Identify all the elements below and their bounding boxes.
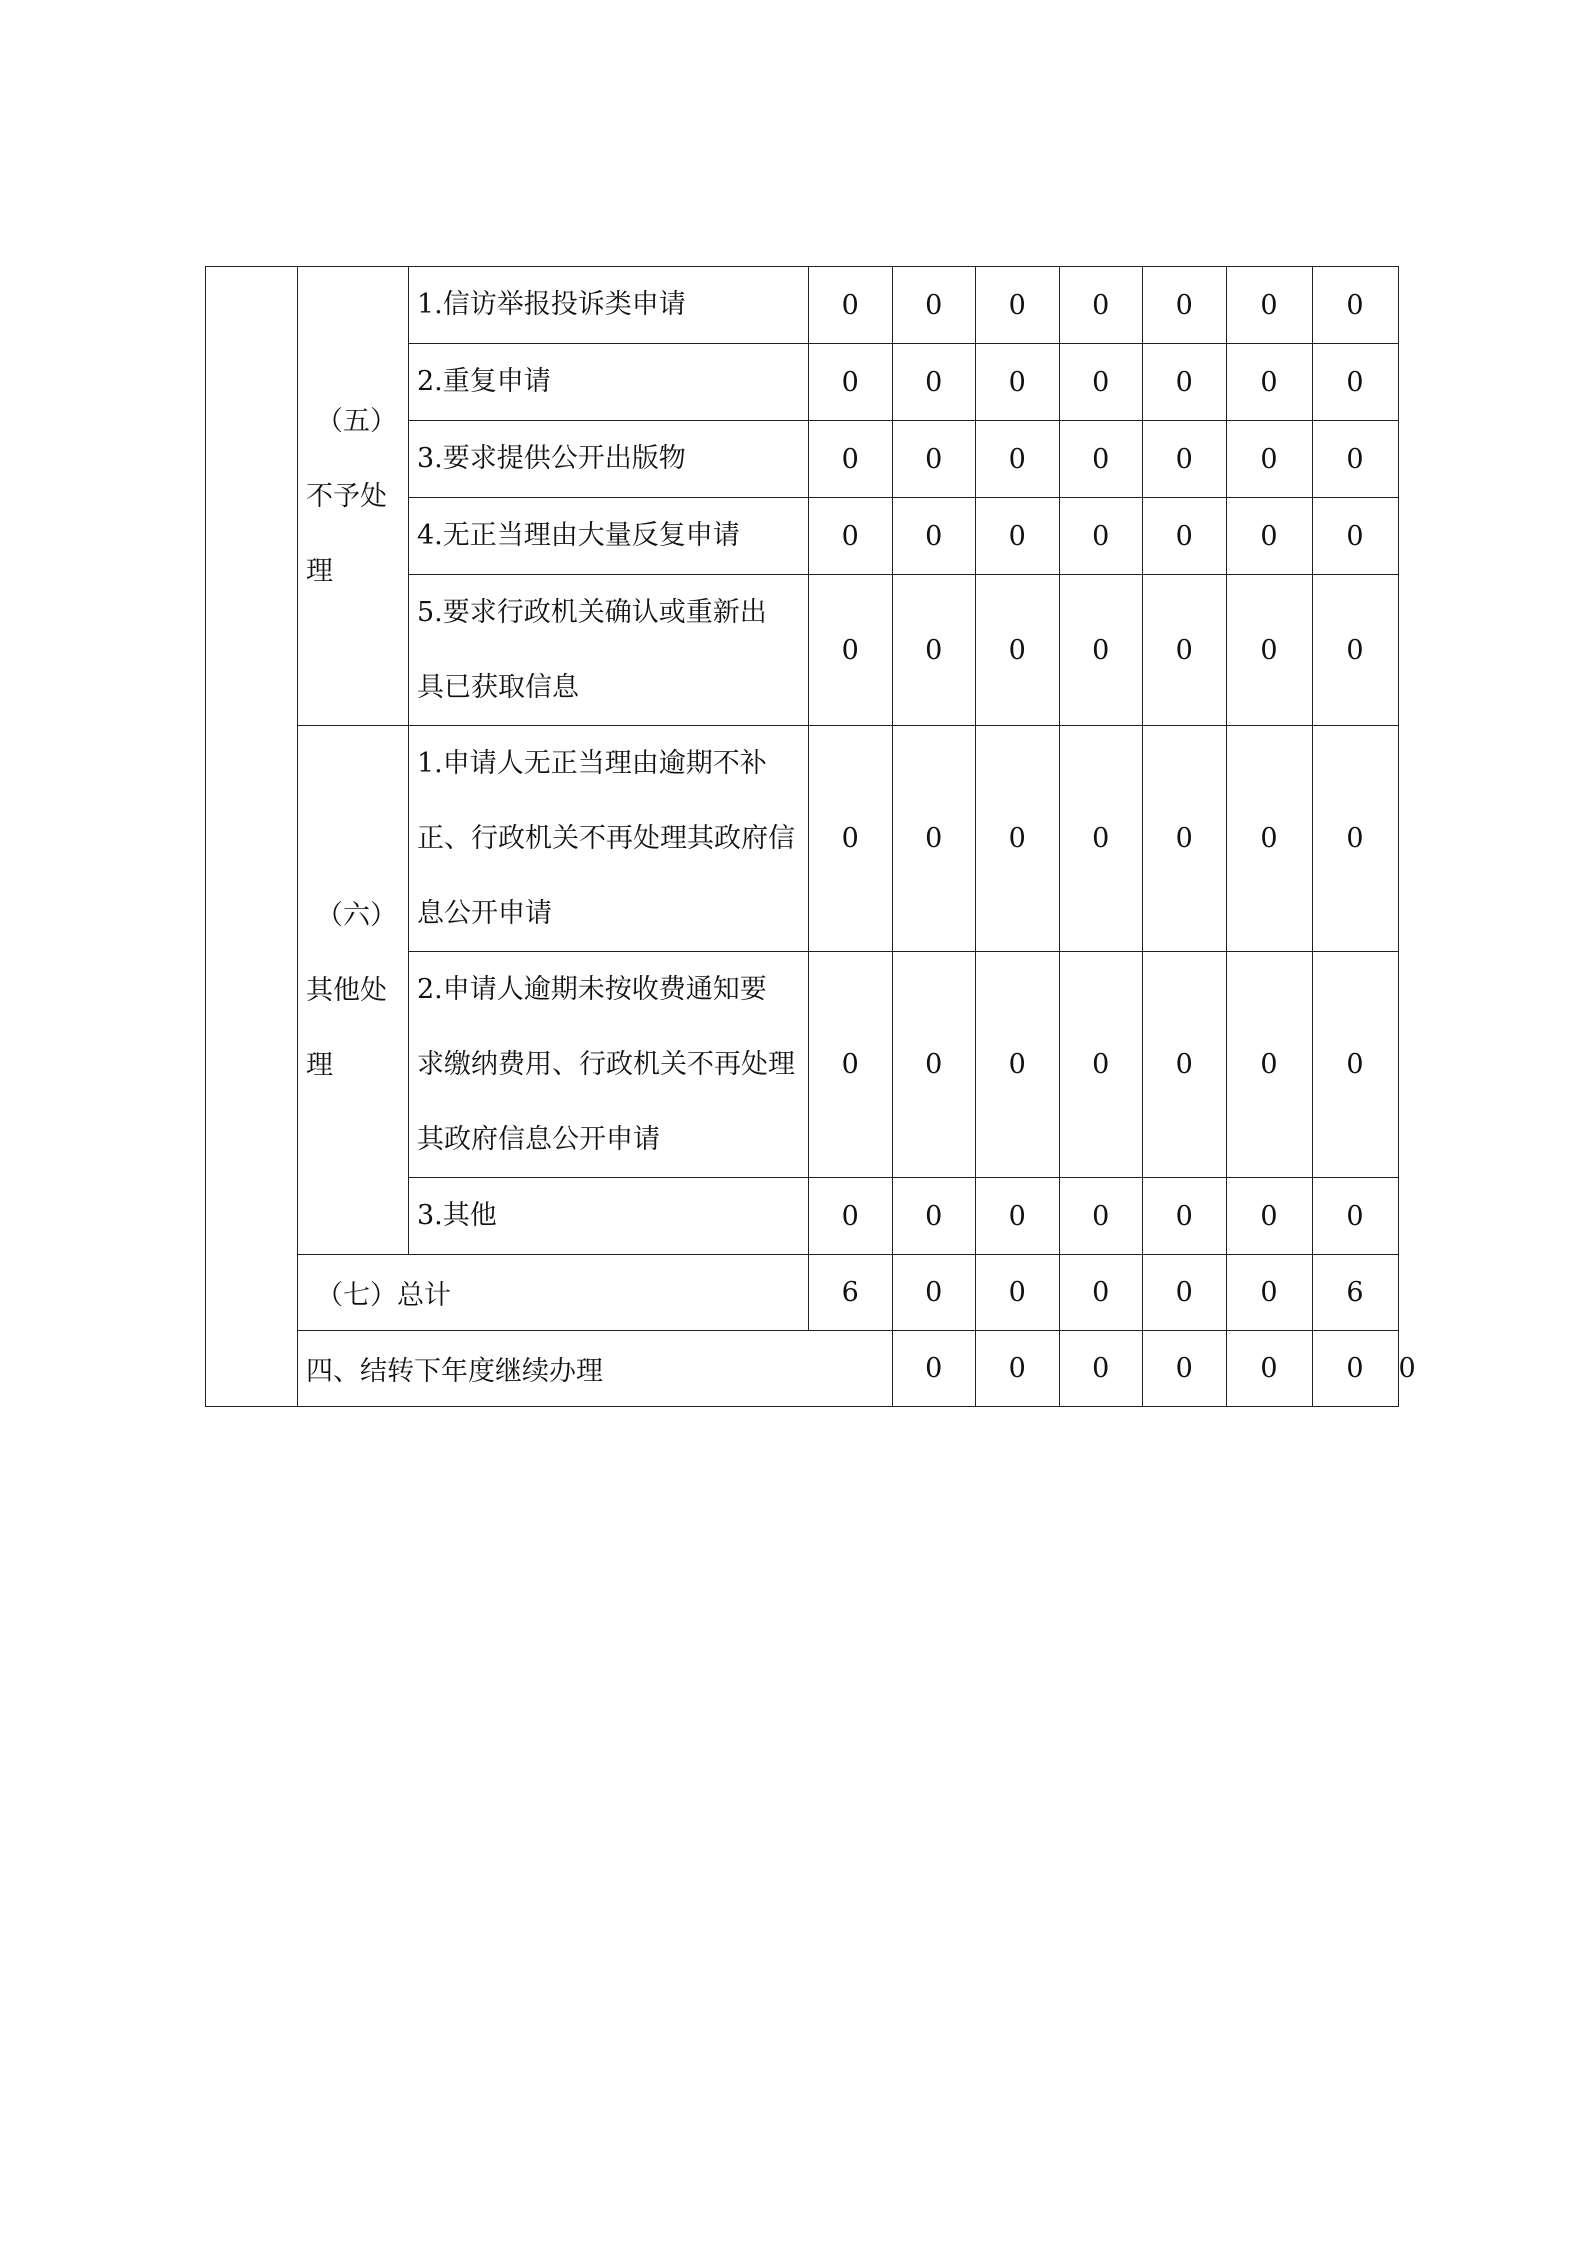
row-label-line: 息公开申请 xyxy=(417,898,552,929)
cell-value: 0 xyxy=(1226,952,1312,1178)
cell-value: 0 xyxy=(1226,267,1312,344)
carry-over-label: 四、结转下年度继续办理 xyxy=(298,1331,893,1407)
cell-value: 0 xyxy=(1226,498,1312,575)
cell-value: 0 xyxy=(976,575,1060,726)
category-6-paren: （六） xyxy=(316,899,397,931)
cell-value: 0 xyxy=(892,1178,976,1255)
cell-value: 0 xyxy=(1312,952,1398,1178)
table-row-carry-over: 四、结转下年度继续办理 0 0 0 0 0 0 0 xyxy=(206,1331,1399,1407)
cell-value: 0 xyxy=(1226,1178,1312,1255)
row-label xyxy=(409,952,809,1178)
cell-value: 0 xyxy=(976,267,1060,344)
statistics-table xyxy=(205,266,1416,1407)
row-label-line: 2.申请人逾期未按收费通知要 xyxy=(417,974,767,1005)
table-row-total xyxy=(206,1255,1399,1331)
outer-merged-cell xyxy=(206,267,298,1407)
cell-value: 6 xyxy=(809,1255,893,1331)
category-6-line1: 其他处 xyxy=(306,974,387,1006)
cell-value: 0 xyxy=(976,952,1060,1178)
cell-value: 0 xyxy=(1143,575,1227,726)
cell-value: 0 xyxy=(809,344,893,421)
cell-value: 0 xyxy=(892,1331,976,1407)
category-5-paren: （五） xyxy=(316,405,397,437)
cell-value: 0 xyxy=(892,267,976,344)
cell-value: 0 xyxy=(1312,1331,1398,1407)
cell-value: 0 xyxy=(809,726,893,952)
cell-value: 0 xyxy=(1143,952,1227,1178)
cell-value: 0 xyxy=(1226,1331,1312,1407)
cell-value: 0 xyxy=(1059,498,1143,575)
row-label-line: 5.要求行政机关确认或重新出 xyxy=(417,597,767,628)
cell-value: 0 xyxy=(1059,344,1143,421)
cell-value: 0 xyxy=(1059,726,1143,952)
category-5-label xyxy=(298,267,409,726)
table-row xyxy=(206,726,1399,952)
row-label-line: 其政府信息公开申请 xyxy=(417,1124,660,1155)
cell-value: 0 xyxy=(1059,952,1143,1178)
category-5-line1: 不予处 xyxy=(306,480,387,512)
row-label: 4.无正当理由大量反复申请 xyxy=(409,498,809,575)
cell-value: 0 xyxy=(809,575,893,726)
cell-value: 0 xyxy=(1312,575,1398,726)
row-label-line: 正、行政机关不再处理其政府信 xyxy=(417,823,795,854)
total-label: （七）总计 xyxy=(298,1255,809,1331)
cell-value: 0 xyxy=(976,344,1060,421)
cell-value: 0 xyxy=(1143,498,1227,575)
cell-value: 0 xyxy=(1226,575,1312,726)
cell-value: 0 xyxy=(1059,1331,1143,1407)
cell-value: 0 xyxy=(1143,1178,1227,1255)
cell-value: 0 xyxy=(1059,421,1143,498)
cell-value: 0 xyxy=(809,267,893,344)
cell-value: 0 xyxy=(1312,498,1398,575)
row-label: 3.其他 xyxy=(409,1178,809,1255)
cell-value: 0 xyxy=(976,1178,1060,1255)
category-5-line2: 理 xyxy=(306,555,333,587)
cell-value: 0 xyxy=(1312,421,1398,498)
cell-value: 0 xyxy=(1143,1255,1227,1331)
row-label: 2.重复申请 xyxy=(409,344,809,421)
cell-value: 0 xyxy=(892,498,976,575)
row-label-line: 求缴纳费用、行政机关不再处理 xyxy=(417,1049,795,1080)
cell-value: 0 xyxy=(976,498,1060,575)
cell-value: 0 xyxy=(892,1255,976,1331)
cell-value: 0 xyxy=(1143,1331,1227,1407)
cell-value: 0 xyxy=(892,726,976,952)
cell-value: 0 xyxy=(1312,267,1398,344)
row-label: 1.信访举报投诉类申请 xyxy=(409,267,809,344)
cell-value: 6 xyxy=(1312,1255,1398,1331)
cell-value: 0 xyxy=(892,952,976,1178)
row-label: 3.要求提供公开出版物 xyxy=(409,421,809,498)
cell-value: 0 xyxy=(1059,575,1143,726)
cell-value: 0 xyxy=(809,1178,893,1255)
cell-value: 0 xyxy=(1059,1255,1143,1331)
category-6-label xyxy=(298,726,409,1255)
cell-value: 0 xyxy=(1059,267,1143,344)
cell-value: 0 xyxy=(809,421,893,498)
cell-value: 0 xyxy=(1312,344,1398,421)
row-label xyxy=(409,575,809,726)
cell-value: 0 xyxy=(892,344,976,421)
cell-value: 0 xyxy=(1226,344,1312,421)
cell-value: 0 xyxy=(1143,267,1227,344)
cell-value: 0 xyxy=(1226,421,1312,498)
cell-value: 0 xyxy=(976,726,1060,952)
cell-value: 0 xyxy=(1312,726,1398,952)
row-label-line: 具已获取信息 xyxy=(417,672,579,703)
cell-value: 0 xyxy=(976,1331,1060,1407)
cell-value: 0 xyxy=(1312,1178,1398,1255)
cell-value: 0 xyxy=(1143,726,1227,952)
table-row xyxy=(206,267,1399,344)
cell-value: 0 xyxy=(809,498,893,575)
row-label xyxy=(409,726,809,952)
cell-value: 0 xyxy=(976,1255,1060,1331)
cell-value: 0 xyxy=(809,952,893,1178)
row-label-line: 1.申请人无正当理由逾期不补 xyxy=(417,748,767,779)
cell-value: 0 xyxy=(892,421,976,498)
cell-value: 0 xyxy=(892,575,976,726)
cell-value: 0 xyxy=(1226,1255,1312,1331)
category-6-line2: 理 xyxy=(306,1049,333,1081)
cell-value: 0 xyxy=(1226,726,1312,952)
cell-value: 0 xyxy=(1143,421,1227,498)
cell-value: 0 xyxy=(976,421,1060,498)
cell-value: 0 xyxy=(1143,344,1227,421)
cell-value: 0 xyxy=(1059,1178,1143,1255)
